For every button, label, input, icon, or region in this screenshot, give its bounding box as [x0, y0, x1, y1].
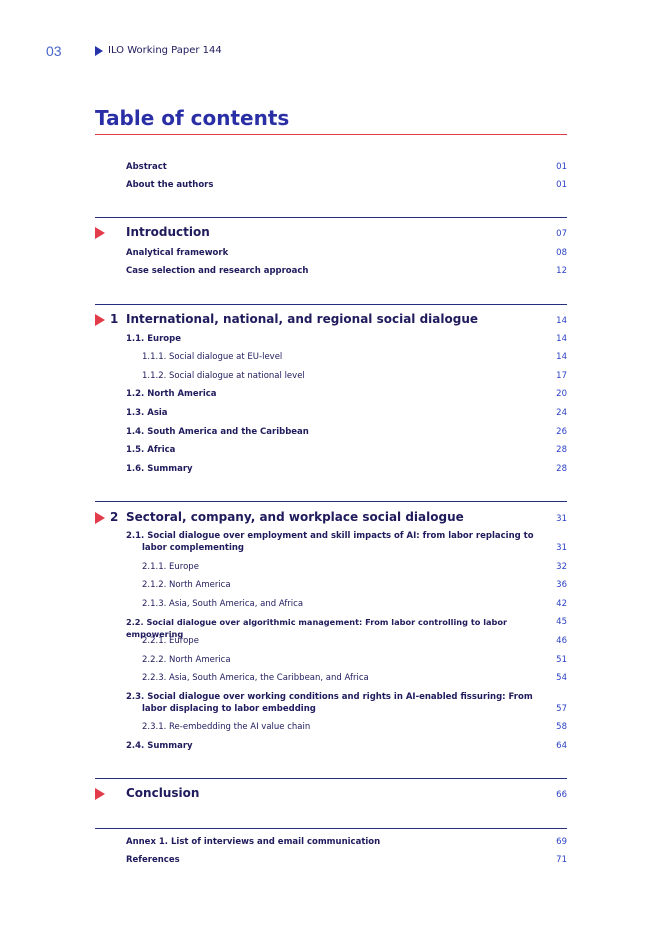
toc-page: 46: [556, 636, 567, 646]
triangle-marker-icon: [95, 46, 103, 56]
publication-title: ILO Working Paper 144: [108, 45, 222, 56]
toc-subentry[interactable]: 2.1.3. Asia, South America, and Africa 42: [142, 599, 567, 609]
toc-page: 07: [556, 229, 567, 239]
toc-page: 14: [556, 316, 567, 326]
toc-page: 66: [556, 790, 567, 800]
toc-page: 31: [556, 543, 567, 553]
toc-entry[interactable]: 2.2. Social dialogue over algorithmic management: From labor controlling to labor empowering 45: [126, 617, 567, 639]
toc-page: 24: [556, 408, 567, 418]
toc-page: 01: [556, 180, 567, 190]
toc-chapter-introduction[interactable]: Introduction 07: [0, 226, 662, 240]
section-divider: [95, 304, 567, 305]
toc-page: 12: [556, 266, 567, 276]
chapter-arrow-icon: [95, 227, 105, 239]
page-title: Table of contents: [95, 106, 290, 130]
section-divider: [95, 217, 567, 218]
toc-entry[interactable]: 2.3. Social dialogue over working conditions and rights in AI-enabled fissuring: From labor displacing to labor embedding 57: [126, 692, 567, 714]
toc-page: 42: [556, 599, 567, 609]
toc-entry[interactable]: 1.1. Europe 14: [126, 334, 567, 344]
toc-subentry[interactable]: 2.2.2. North America 51: [142, 655, 567, 665]
toc-entry[interactable]: 1.4. South America and the Caribbean 26: [126, 427, 567, 437]
toc-entry[interactable]: 1.2. North America 20: [126, 389, 567, 399]
toc-page: 17: [556, 371, 567, 381]
toc-page: 28: [556, 464, 567, 474]
section-divider: [95, 778, 567, 779]
chapter-arrow-icon: [95, 314, 105, 326]
running-header: [95, 45, 222, 56]
toc-entry-abstract[interactable]: Abstract 01: [126, 162, 567, 172]
toc-subentry[interactable]: 2.2.1. Europe 46: [142, 636, 567, 646]
toc-page: 31: [556, 514, 567, 524]
chapter-arrow-icon: [95, 512, 105, 524]
chapter-arrow-icon: [95, 788, 105, 800]
toc-page: 69: [556, 837, 567, 847]
toc-page: 64: [556, 741, 567, 751]
toc-page: 08: [556, 248, 567, 258]
toc-subentry[interactable]: 2.3.1. Re-embedding the AI value chain 58: [142, 722, 567, 732]
toc-entry[interactable]: 2.1. Social dialogue over employment and skill impacts of AI: from labor replacing to labor complementing 31: [126, 531, 567, 553]
toc-chapter-conclusion[interactable]: Conclusion 66: [0, 787, 662, 801]
toc-entry[interactable]: 1.6. Summary 28: [126, 464, 567, 474]
chapter-number: 2: [110, 510, 119, 524]
toc-page: 58: [556, 722, 567, 732]
toc-page: 26: [556, 427, 567, 437]
toc-page: 14: [556, 352, 567, 362]
toc-page: 54: [556, 673, 567, 683]
toc-entry[interactable]: Analytical framework 08: [126, 248, 567, 258]
toc-page: 71: [556, 855, 567, 865]
toc-subentry[interactable]: 1.1.1. Social dialogue at EU-level 14: [142, 352, 567, 362]
toc-subentry[interactable]: 2.1.2. North America 36: [142, 580, 567, 590]
title-divider: [95, 134, 567, 135]
toc-subentry[interactable]: 2.1.1. Europe 32: [142, 562, 567, 572]
toc-page: 51: [556, 655, 567, 665]
toc-page: 28: [556, 445, 567, 455]
toc-entry[interactable]: 2.4. Summary 64: [126, 741, 567, 751]
chapter-number: 1: [110, 312, 119, 326]
toc-page: 20: [556, 389, 567, 399]
toc-entry-references[interactable]: References 71: [126, 855, 567, 865]
toc-subentry[interactable]: 1.1.2. Social dialogue at national level 17: [142, 371, 567, 381]
section-divider: [95, 828, 567, 829]
toc-chapter-2[interactable]: 2 Sectoral, company, and workplace social dialogue 31: [0, 511, 662, 525]
toc-page: 32: [556, 562, 567, 572]
toc-page: 14: [556, 334, 567, 344]
toc-entry[interactable]: Case selection and research approach 12: [126, 266, 567, 276]
toc-chapter-1[interactable]: 1 International, national, and regional social dialogue 14: [0, 313, 662, 327]
toc-entry-annex[interactable]: Annex 1. List of interviews and email communication 69: [126, 837, 567, 847]
toc-subentry[interactable]: 2.2.3. Asia, South America, the Caribbean, and Africa 54: [142, 673, 567, 683]
toc-page: 45: [556, 617, 567, 627]
toc-page: 57: [556, 704, 567, 714]
toc-entry-about-authors[interactable]: About the authors 01: [126, 180, 567, 190]
page-number: 03: [46, 43, 62, 59]
section-divider: [95, 501, 567, 502]
toc-page: 01: [556, 162, 567, 172]
toc-entry[interactable]: 1.3. Asia 24: [126, 408, 567, 418]
toc-page: 36: [556, 580, 567, 590]
toc-entry[interactable]: 1.5. Africa 28: [126, 445, 567, 455]
